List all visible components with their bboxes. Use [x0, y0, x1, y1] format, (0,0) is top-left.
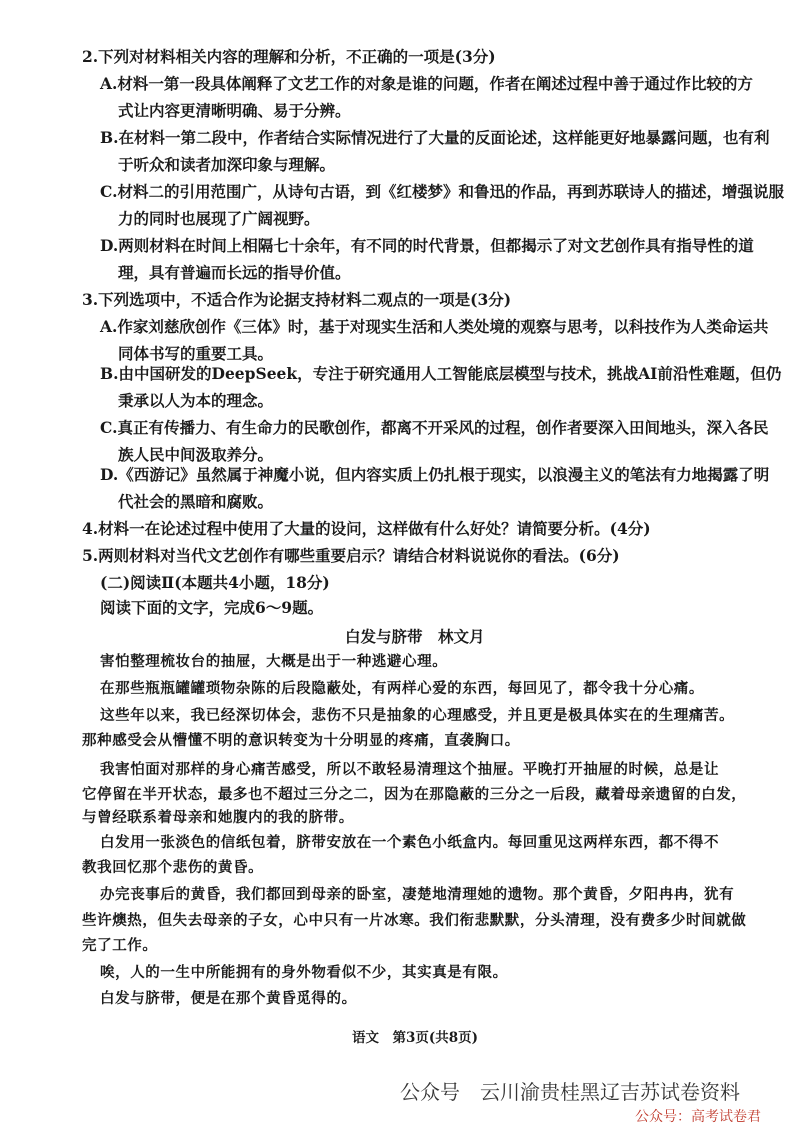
article-line: 完了工作。	[82, 938, 158, 954]
q3-option-d-line1: D.《西游记》虽然属于神魔小说，但内容实质上仍扎根于现实，以浪漫主义的笔法有力地揭露了明	[100, 465, 770, 484]
article-line: 害怕整理梳妆台的抽屉，大概是出于一种逃避心理。	[100, 654, 448, 670]
watermark-text: 公众号 云川渝贵桂黑辽吉苏试卷资料	[400, 1080, 740, 1104]
q3-option-d-line2: 代社会的黑暗和腐败。	[118, 492, 274, 511]
q2-option-a-line2: 式让内容更清晰明确、易于分辨。	[118, 101, 351, 120]
q2-option-d-line2: 理，具有普遍而长远的指导价值。	[118, 263, 351, 282]
article-line: 唉，人的一生中所能拥有的身外物看似不少，其实真是有限。	[100, 965, 508, 981]
q3-option-a-line1: A.作家刘慈欣创作《三体》时，基于对现实生活和人类处境的观察与思考，以科技作为人类命运共	[100, 317, 769, 336]
q4-stem: 4.材料一在论述过程中使用了大量的设问，这样做有什么好处？请简要分析。(4分)	[82, 519, 651, 538]
article-line: 教我回忆那个悲伤的黄昏。	[82, 860, 264, 876]
q2-option-c-line2: 力的同时也展现了广阔视野。	[118, 209, 320, 228]
article-line: 白发与脐带，便是在那个黄昏觅得的。	[100, 991, 357, 1007]
q5-stem: 5.两则材料对当代文艺创作有哪些重要启示？请结合材料说说你的看法。(6分)	[82, 546, 620, 565]
article-line: 白发用一张淡色的信纸包着，脐带安放在一个素色小纸盒内。每回重见这两样东西，都不得不	[100, 835, 720, 851]
article-title: 白发与脐带 林文月	[345, 627, 485, 646]
q3-option-c-line1: C.真正有传播力、有生命力的民歌创作，都离不开采风的过程，创作者要深入田间地头，深入各民	[100, 418, 769, 437]
reading-instruction: 阅读下面的文字，完成6～9题。	[100, 598, 324, 617]
article-line: 些许燠热，但失去母亲的子女，心中只有一片冰寒。我们衔悲默默，分头清理，没有费多少时间就做	[82, 913, 747, 929]
q2-option-c-line1: C.材料二的引用范围广，从诗句古语，到《红楼梦》和鲁迅的作品，再到苏联诗人的描述，增强说服	[100, 182, 784, 201]
q2-option-b-line1: B.在材料一第二段中，作者结合实际情况进行了大量的反面论述，这样能更好地暴露问题，也有利	[100, 128, 770, 147]
q3-option-b-line2: 秉承以人为本的理念。	[118, 391, 274, 410]
q2-option-a-line1: A.材料一第一段具体阐释了文艺工作的对象是谁的问题，作者在阐述过程中善于通过作比较的方	[100, 74, 753, 93]
article-line: 这些年以来，我已经深切体会，悲伤不只是抽象的心理感受，并且更是极具体实在的生理痛苦。	[100, 708, 735, 724]
q3-option-a-line2: 同体书写的重要工具。	[118, 344, 274, 363]
page-footer: 语文 第3页(共8页)	[352, 1030, 479, 1046]
q3-option-c-line2: 族人民中间汲取养分。	[118, 445, 274, 464]
article-line: 与曾经联系着母亲和她腹内的我的脐带。	[82, 810, 354, 826]
q2-option-d-line1: D.两则材料在时间上相隔七十余年，有不同的时代背景，但都揭示了对文艺创作具有指导性的道	[100, 236, 754, 255]
watermark-small-text: 公众号：高考试卷君	[635, 1109, 761, 1125]
article-line: 办完丧事后的黄昏，我们都回到母亲的卧室，凄楚地清理她的遗物。那个黄昏，夕阳冉冉，犹有	[100, 887, 735, 903]
q3-option-b-line1: B.由中国研发的DeepSeek，专注于研究通用人工智能底层模型与技术，挑战AI前沿性难题，但仍	[100, 364, 782, 383]
article-line: 那种感受会从懵懂不明的意识转变为十分明显的疼痛，直袭胸口。	[82, 733, 520, 749]
q2-stem: 2.下列对材料相关内容的理解和分析，不正确的一项是(3分)	[82, 47, 496, 66]
article-line: 它停留在半开状态，最多也不超过三分之二，因为在那隐蔽的三分之一后段，藏着母亲遗留的白发，	[82, 787, 747, 803]
article-line: 我害怕面对那样的身心痛苦感受，所以不敢轻易清理这个抽屉。平晚打开抽屉的时候，总是让	[100, 762, 720, 778]
section-heading: (二)阅读Ⅱ(本题共4小题，18分)	[100, 573, 330, 592]
q2-option-b-line2: 于听众和读者加深印象与理解。	[118, 155, 336, 174]
article-line: 在那些瓶瓶罐罐琐物杂陈的后段隐蔽处，有两样心爱的东西，每回见了，都令我十分心痛。	[100, 681, 704, 697]
q3-stem: 3.下列选项中，不适合作为论据支持材料二观点的一项是(3分)	[82, 290, 512, 309]
